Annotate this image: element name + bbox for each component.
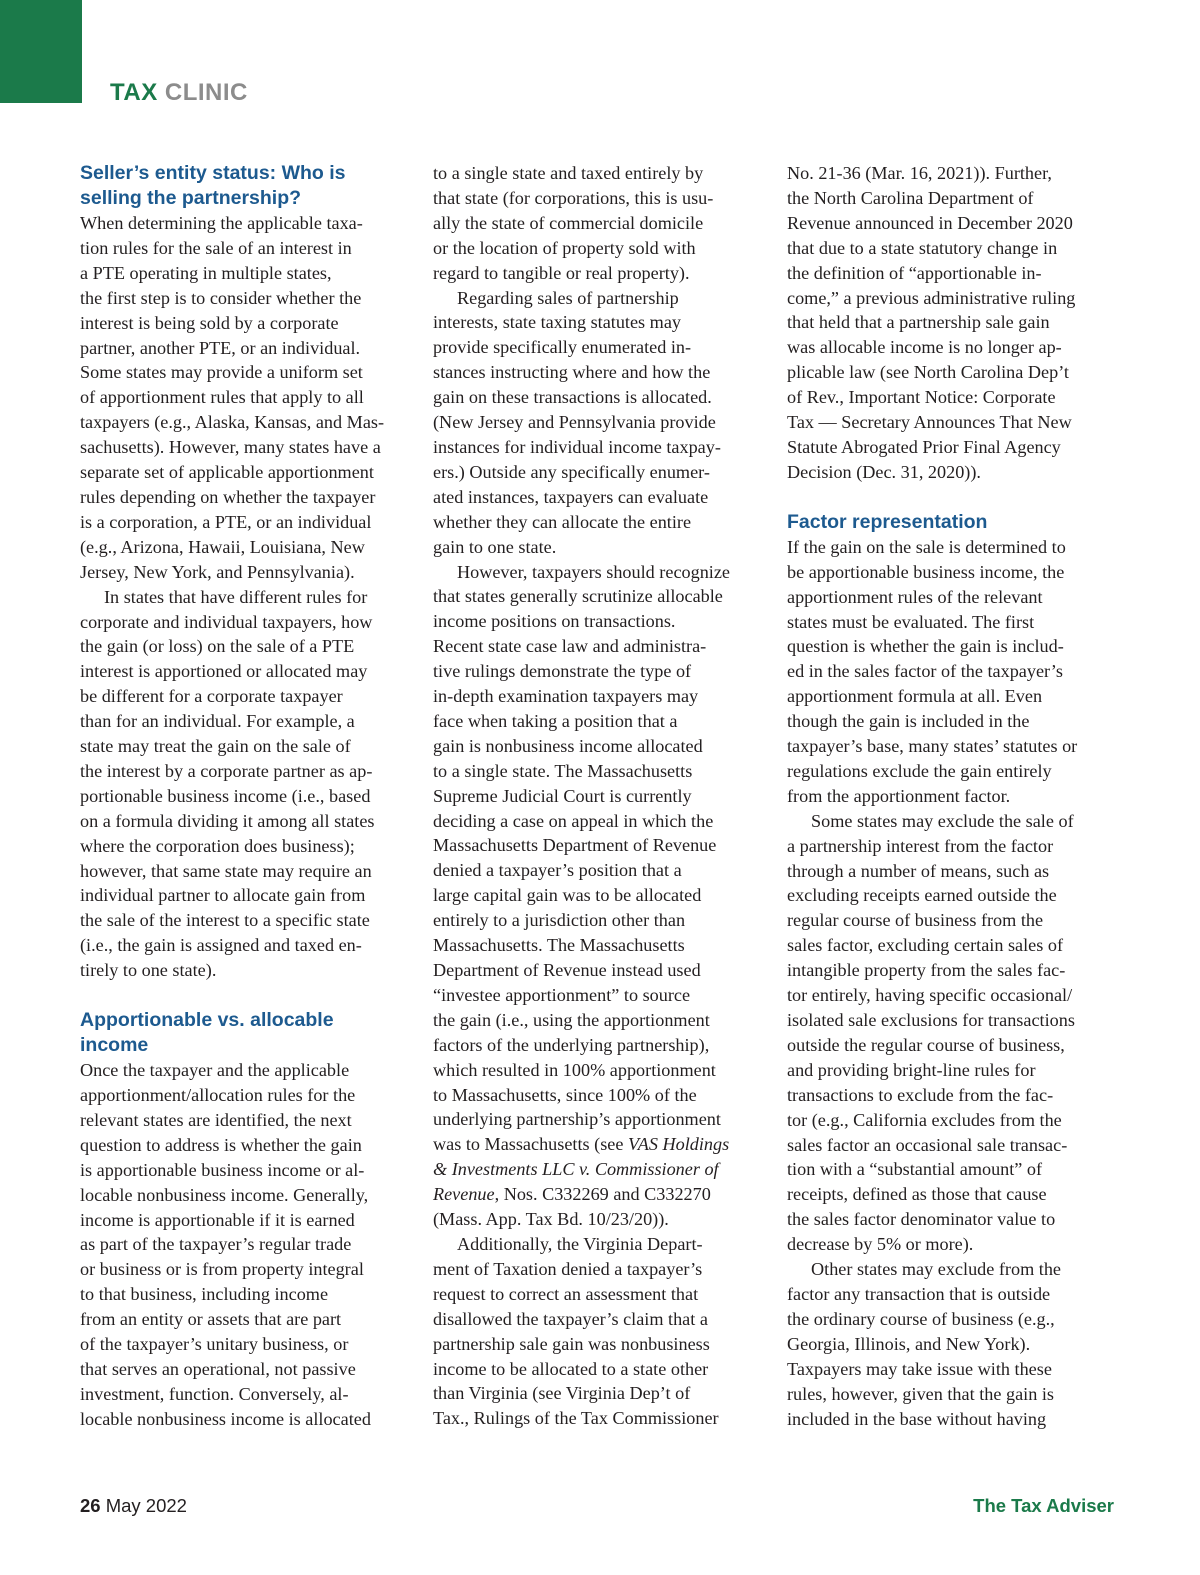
text-line: No. 21-36 (Mar. 16, 2021)). Further, [787,163,1052,183]
text-line: as part of the taxpayer’s regular trade [80,1234,352,1255]
text-line: rules depending on whether the taxpayer [80,486,376,507]
text-line: entirely to a jurisdiction other than [433,910,686,931]
article-column-1 [80,161,410,1432]
case-citation: VAS Holdings [627,1134,730,1155]
heading-line: income [80,1034,149,1057]
text-line: relevant states are identified, the next [80,1109,352,1130]
text-line: state may treat the gain on the sale of [80,736,351,757]
text-line: investment, function. Conversely, al- [80,1383,349,1404]
text-line: deciding a case on appeal in which the [433,810,714,831]
text-line: disallowed the taxpayer’s claim that a [433,1308,708,1329]
text-line: question to address is whether the gain [80,1134,362,1155]
text-line: that states generally scrutinize allocable [433,586,723,607]
text-line: Statute Abrogated Prior Final Agency [787,436,1061,457]
text-line: Tax — Secretary Announces That New [787,412,1072,433]
text-line: ally the state of commercial domicile [433,212,704,233]
text-line: partner, another PTE, or an individual. [80,337,361,358]
text-line: locable nonbusiness income is allocated [80,1408,371,1429]
text-line: stances instructing where and how the [433,362,711,383]
text-line: was to Massachusetts (see [433,1134,628,1155]
text-line: sales factor an occasional sale transac- [787,1134,1068,1155]
text-line: Additionally, the Virginia Depart- [457,1233,703,1254]
text-line: Georgia, Illinois, and New York). [787,1333,1031,1354]
text-line: Some states may provide a uniform set [80,362,363,383]
text-line: ment of Taxation denied a taxpayer’s [433,1258,703,1279]
text-line: tirely to one state). [80,960,217,981]
text-line: interest is apportioned or allocated may [80,661,368,682]
text-line: In states that have different rules for [104,586,368,607]
text-line: is apportionable business income or al- [80,1159,365,1180]
article-column-2 [433,161,765,1431]
text-line: income positions on transactions. [433,611,676,632]
text-line: Decision (Dec. 31, 2020)). [787,461,981,482]
text-line: the gain (i.e., using the apportionment [433,1009,710,1030]
text-line: gain to one state. [433,536,557,557]
text-line: come,” a previous administrative ruling [787,287,1076,308]
text-line: Taxpayers may take issue with these [787,1358,1052,1379]
text-line: intangible property from the sales fac- [787,960,1066,981]
text-line: of Rev., Important Notice: Corporate [787,387,1056,408]
issue-date: May 2022 [105,1495,187,1516]
text-line: is a corporation, a PTE, or an individual [80,511,372,532]
text-line: of the taxpayer’s unitary business, or [80,1334,349,1355]
text-line: Department of Revenue instead used [433,960,701,980]
text-line: from the apportionment factor. [787,785,1011,806]
heading-factor-representation: Factor representation [787,510,988,533]
text-line: provide specifically enumerated in- [433,337,692,358]
text-line: states must be evaluated. The first [787,611,1035,632]
text-line: Tax., Rulings of the Tax Commissioner [433,1408,719,1429]
heading-line: Apportionable vs. allocable [80,1009,334,1032]
text-line: receipts, defined as those that cause [787,1184,1047,1205]
paragraph [433,560,765,1232]
text-line: interests, state taxing statutes may [433,312,682,333]
text-line: However, taxpayers should recognize [457,561,730,582]
text-line: (Mass. App. Tax Bd. 10/23/20)). [433,1209,669,1230]
paragraph [433,286,765,560]
heading-line: selling the partnership? [80,187,302,209]
section-title [110,78,248,108]
text-line: instances for individual income taxpay- [433,436,721,457]
text-line: “investee apportionment” to source [433,984,691,1005]
text-line: included in the base without having [787,1408,1047,1429]
section-color-block [0,0,82,103]
text-line: ers.) Outside any specifically enumer- [433,461,710,482]
text-line: individual partner to allocate gain from [80,885,366,906]
text-line: apportionment/allocation rules for the [80,1085,356,1105]
text-line: Once the taxpayer and the applicable [80,1060,350,1081]
text-line: plicable law (see North Carolina Dep’t [787,362,1069,383]
text-line: and providing bright-line rules for [787,1059,1036,1080]
text-line: the sale of the interest to a specific state [80,910,370,931]
case-citation: Revenue [433,1184,495,1205]
text-line: factors of the underlying partnership), [433,1034,710,1055]
text-line: that due to a state statutory change in [787,237,1058,258]
text-line: question is whether the gain is includ- [787,636,1064,657]
section-title-bold: TAX [110,79,158,106]
text-line: the North Carolina Department of [787,187,1034,208]
text-line: to a single state and taxed entirely by [433,163,704,183]
paragraph [80,211,410,585]
text-line: partnership sale gain was nonbusiness [433,1333,710,1354]
text-line: be different for a corporate taxpayer [80,686,343,707]
text-line: Other states may exclude from the [811,1259,1061,1280]
text-line: Jersey, New York, and Pennsylvania). [80,561,355,582]
text-line: taxpayers (e.g., Alaska, Kansas, and Mas- [80,412,385,433]
text-line: to Massachusetts, since 100% of the [433,1084,697,1105]
text-line: isolated sale exclusions for transactions [787,1010,1075,1030]
text-line: sales factor, excluding certain sales of [787,935,1064,956]
text-line: regard to tangible or real property). [433,262,690,283]
text-line: however, that same state may require an [80,860,372,881]
text-line: Massachusetts. The Massachusetts [433,935,685,956]
text-line: regular course of business from the [787,910,1044,931]
text-line: ed in the sales factor of the taxpayer’s [787,661,1063,682]
text-line: tor (e.g., California excludes from the [787,1109,1062,1130]
text-line: tor entirely, having specific occasional/ [787,985,1073,1006]
text-line: apportionment formula at all. Even [787,686,1043,707]
text-line: Revenue announced in December 2020 [787,212,1073,233]
page-footer-folio [80,1494,187,1518]
text-line: that state (for corporations, this is usu- [433,187,714,208]
text-line: of apportionment rules that apply to all [80,387,364,408]
text-line: from an entity or assets that are part [80,1309,342,1330]
text-line: the interest by a corporate partner as ap- [80,760,373,781]
text-line: underlying partnership’s apportionment [433,1109,721,1130]
text-line: large capital gain was to be allocated [433,885,702,906]
text-line: which resulted in 100% apportionment [433,1059,716,1080]
text-line: to that business, including income [80,1284,329,1305]
text-line: tion with a “substantial amount” of [787,1159,1043,1180]
heading-sellers-entity-status [80,161,410,211]
text-line: gain is nonbusiness income allocated [433,735,703,756]
text-line: than for an individual. For example, a [80,711,355,732]
text-line: be apportionable business income, the [787,561,1065,582]
text-line: where the corporation does business); [80,835,355,856]
text-line: the gain (or loss) on the sale of a PTE [80,636,355,657]
text-line: the definition of “apportionable in- [787,262,1042,283]
paragraph [787,535,1119,809]
text-line: though the gain is included in the [787,711,1030,732]
section-title-light: CLINIC [164,79,248,106]
paragraph [80,585,410,984]
text-line: Massachusetts Department of Revenue [433,835,717,856]
text-line: rules, however, given that the gain is [787,1383,1054,1404]
text-line: regulations exclude the gain entirely [787,760,1052,781]
text-line: factor any transaction that is outside [787,1283,1051,1304]
text-line: Recent state case law and administra- [433,636,707,657]
text-line: whether they can allocate the entire [433,511,692,532]
text-line: income is apportionable if it is earned [80,1209,355,1230]
paragraph [787,1257,1119,1431]
page-number: 26 [80,1495,101,1516]
text-line: excluding receipts earned outside the [787,885,1057,906]
text-line: outside the regular course of business, [787,1034,1065,1055]
text-line: face when taking a position that a [433,710,678,731]
publication-name: The Tax Adviser [973,1495,1114,1516]
text-line: denied a taxpayer’s position that a [433,860,682,881]
text-line: in-depth examination taxpayers may [433,686,699,707]
text-line: corporate and individual taxpayers, how [80,611,373,632]
text-line: the first step is to consider whether the [80,287,362,308]
text-line: the ordinary course of business (e.g., [787,1308,1055,1329]
text-line: request to correct an assessment that [433,1283,699,1304]
text-line: taxpayer’s base, many states’ statutes or [787,736,1078,757]
text-line: Supreme Judicial Court is currently [433,785,692,806]
paragraph [80,1058,410,1432]
text-line: , Nos. C332269 and C332270 [494,1184,711,1205]
text-line: income to be allocated to a state other [433,1358,709,1379]
text-line: locable nonbusiness income. Generally, [80,1184,369,1205]
text-line: the sales factor denominator value to [787,1209,1056,1230]
text-line: to a single state. The Massachusetts [433,760,693,781]
text-line: apportionment rules of the relevant [787,586,1043,607]
text-line: transactions to exclude from the fac- [787,1084,1054,1105]
heading-apportionable-vs-allocable [80,1008,410,1058]
text-line: If the gain on the sale is determined to [787,536,1066,557]
text-line: tion rules for the sale of an interest in [80,237,352,258]
text-line: than Virginia (see Virginia Dep’t of [433,1383,691,1404]
text-line: through a number of means, such as [787,860,1050,881]
text-line: sachusetts). However, many states have a [80,437,381,458]
text-line: When determining the applicable taxa- [80,213,363,233]
text-line: Some states may exclude the sale of [811,810,1074,831]
text-line: or business or is from property integral [80,1259,364,1280]
paragraph [433,161,765,286]
paragraph [787,809,1119,1257]
text-line: interest is being sold by a corporate [80,312,339,333]
text-line: separate set of applicable apportionment [80,462,374,483]
paragraph [787,161,1119,485]
text-line: that serves an operational, not passive [80,1358,356,1379]
text-line: ated instances, taxpayers can evaluate [433,486,709,507]
text-line: tive rulings demonstrate the type of [433,661,692,682]
text-line: or the location of property sold with [433,237,696,258]
case-citation: & Investments LLC v. Commissioner of [433,1159,719,1180]
text-line: a partnership interest from the factor [787,835,1054,856]
paragraph [433,1232,765,1431]
text-line: gain on these transactions is allocated. [433,387,712,408]
text-line: portionable business income (i.e., based [80,785,371,806]
text-line: decrease by 5% or more). [787,1234,974,1255]
text-line: (e.g., Arizona, Hawaii, Louisiana, New [80,536,365,557]
text-line: (New Jersey and Pennsylvania provide [433,412,716,433]
article-column-3 [787,161,1119,1431]
text-line: a PTE operating in multiple states, [80,262,332,283]
heading-line: Seller’s entity status: Who is [80,162,346,184]
text-line: that held that a partnership sale gain [787,312,1050,333]
text-line: (i.e., the gain is assigned and taxed en- [80,935,362,956]
text-line: was allocable income is no longer ap- [787,337,1062,358]
text-line: Regarding sales of partnership [457,287,679,308]
text-line: on a formula dividing it among all states [80,810,375,831]
